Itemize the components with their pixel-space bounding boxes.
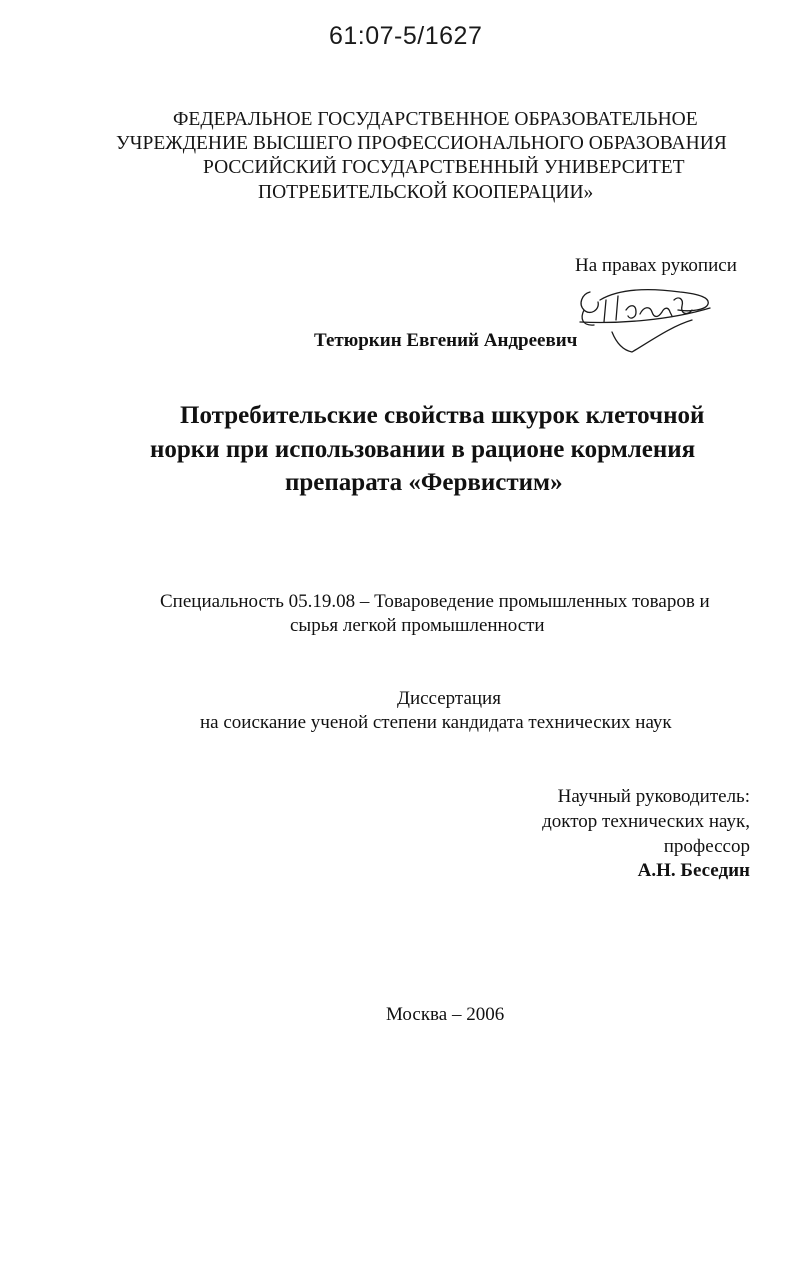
handwritten-signature — [560, 270, 735, 365]
manuscript-note: На правах рукописи — [575, 255, 737, 276]
supervisor-degree: доктор технических наук, — [542, 811, 750, 832]
supervisor-name: А.Н. Беседин — [637, 860, 750, 881]
supervisor-title: профессор — [663, 836, 750, 857]
title-line-1: Потребительские свойства шкурок клеточной — [180, 402, 705, 429]
archive-code: 61:07-5/1627 — [329, 22, 483, 50]
dissertation-label: Диссертация — [397, 688, 501, 709]
title-line-3: препарата «Фервистим» — [285, 469, 563, 496]
institution-line-4: ПОТРЕБИТЕЛЬСКОЙ КООПЕРАЦИИ» — [258, 182, 594, 203]
city-year: Москва – 2006 — [386, 1004, 505, 1025]
specialty-line-1: Специальность 05.19.08 – Товароведение промышленных товаров и — [160, 591, 710, 612]
supervisor-label: Научный руководитель: — [557, 786, 750, 807]
author-name: Тетюркин Евгений Андреевич — [314, 330, 578, 351]
institution-line-1: ФЕДЕРАЛЬНОЕ ГОСУДАРСТВЕННОЕ ОБРАЗОВАТЕЛЬНОЕ — [173, 109, 698, 130]
institution-line-3: РОССИЙСКИЙ ГОСУДАРСТВЕННЫЙ УНИВЕРСИТЕТ — [203, 157, 685, 178]
title-line-2: норки при использовании в рационе кормления — [150, 436, 696, 463]
dissertation-degree: на соискание ученой степени кандидата технических наук — [200, 712, 672, 733]
institution-line-2: УЧРЕЖДЕНИЕ ВЫСШЕГО ПРОФЕССИОНАЛЬНОГО ОБРАЗОВАНИЯ — [116, 133, 727, 154]
specialty-line-2: сырья легкой промышленности — [290, 615, 545, 636]
